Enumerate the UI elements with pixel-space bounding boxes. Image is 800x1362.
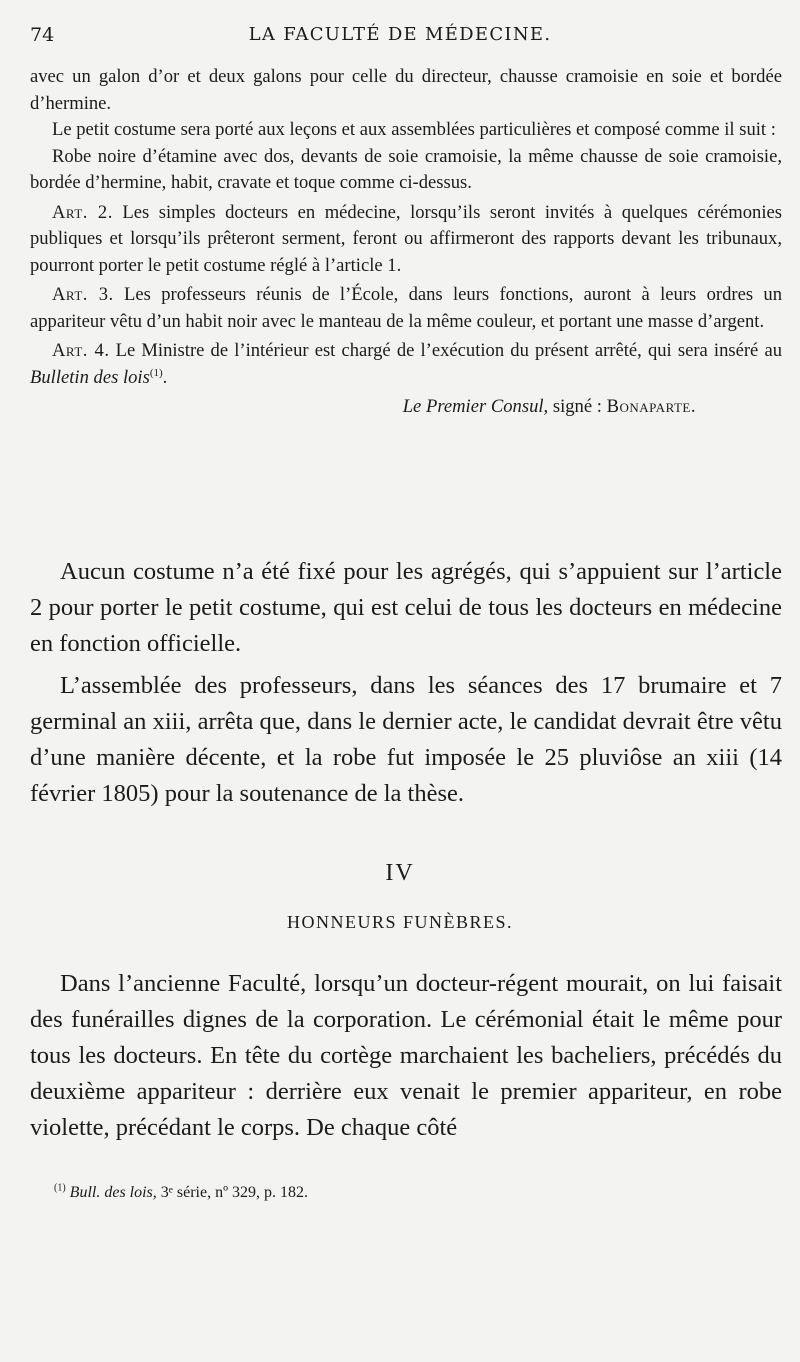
- bulletin-title: Bulletin des lois: [30, 366, 150, 388]
- body-text: [30, 554, 782, 812]
- section-number: IV: [385, 860, 415, 886]
- article-2: [30, 200, 782, 280]
- running-title: LA FACULTÉ DE MÉDECINE.: [248, 24, 552, 45]
- section-body: [30, 966, 782, 1146]
- decree-paragraph: avec un galon d’or et deux galons pour celle du directeur, chausse cramoisie en soie et bordée d’hermine.: [30, 66, 782, 114]
- article-label: Art. 2.: [52, 201, 113, 223]
- footnote-text: 3ᵉ série, nº 329, p. 182.: [156, 1184, 309, 1201]
- body-paragraph: Aucun costume n’a été fixé pour les agrégés, qui s’appuient sur l’article 2 pour porter le petit costume, qui est celui de tous les docteurs en médecine en fonction officielle.: [30, 558, 782, 657]
- page-header: [0, 18, 800, 54]
- article-3: [30, 282, 782, 335]
- signature-title: Le Premier Consul,: [402, 396, 549, 417]
- footnote: [54, 1184, 308, 1202]
- article-text: Les simples docteurs en médecine, lorsqu’ils seront invités à quelques cérémonies publiques et lorsqu’ils prêteront serment, feront ou affirmeront des rapports devant les tribunaux, pourront porter le petit costume réglé à l’article 1.: [30, 201, 782, 276]
- page-number: 74: [30, 24, 55, 46]
- article-end: .: [162, 366, 168, 388]
- footnote-ref: (1): [149, 366, 163, 379]
- body-paragraph: Dans l’ancienne Faculté, lorsqu’un docteur-régent mourait, on lui faisait des funérailles dignes de la corporation. Le cérémonial était le même pour tous les docteurs. En tête du cortège marchaient les bacheliers, précédés du deuxième appariteur : derrière eux venait le premier appariteur, en robe violette, précédant le corps. De chaque côté: [30, 970, 782, 1141]
- footnote-source: Bull. des lois,: [69, 1184, 157, 1201]
- footnote-marker: (1): [54, 1182, 66, 1194]
- signature-name: Bonaparte.: [606, 396, 696, 417]
- article-text: Les professeurs réunis de l’École, dans leurs fonctions, auront à leurs ordres un appariteur vêtu d’un habit noir avec le manteau de la même couleur, et portant une masse d’argent.: [30, 284, 782, 332]
- body-paragraph: L’assemblée des professeurs, dans les séances des 17 brumaire et 7 germinal an xiii, arrêta que, dans le dernier acte, le candidat devrait être vêtu d’une manière décente, et la robe fut imposée le 25 pluviôse an xiii (14 février 1805) pour la soutenance de la thèse.: [30, 672, 782, 807]
- signature: [30, 394, 782, 421]
- signature-text: signé :: [548, 396, 607, 417]
- article-4: [30, 338, 782, 391]
- section-title: HONNEURS FUNÈBRES.: [286, 912, 514, 932]
- decree-paragraph: Le petit costume sera porté aux leçons et aux assemblées particulières et composé comme il suit :: [52, 119, 776, 140]
- article-text: Le Ministre de l’intérieur est chargé de l’exécution du présent arrêté, qui sera inséré au: [109, 340, 782, 361]
- decree-text: [30, 64, 782, 421]
- article-label: Art. 3.: [52, 284, 114, 305]
- article-label: Art. 4.: [52, 340, 110, 361]
- decree-paragraph: Robe noire d’étamine avec dos, devants de soie cramoisie, la même chausse de soie cramoisie, bordée d’hermine, habit, cravate et toque comme ci-dessus.: [30, 145, 782, 193]
